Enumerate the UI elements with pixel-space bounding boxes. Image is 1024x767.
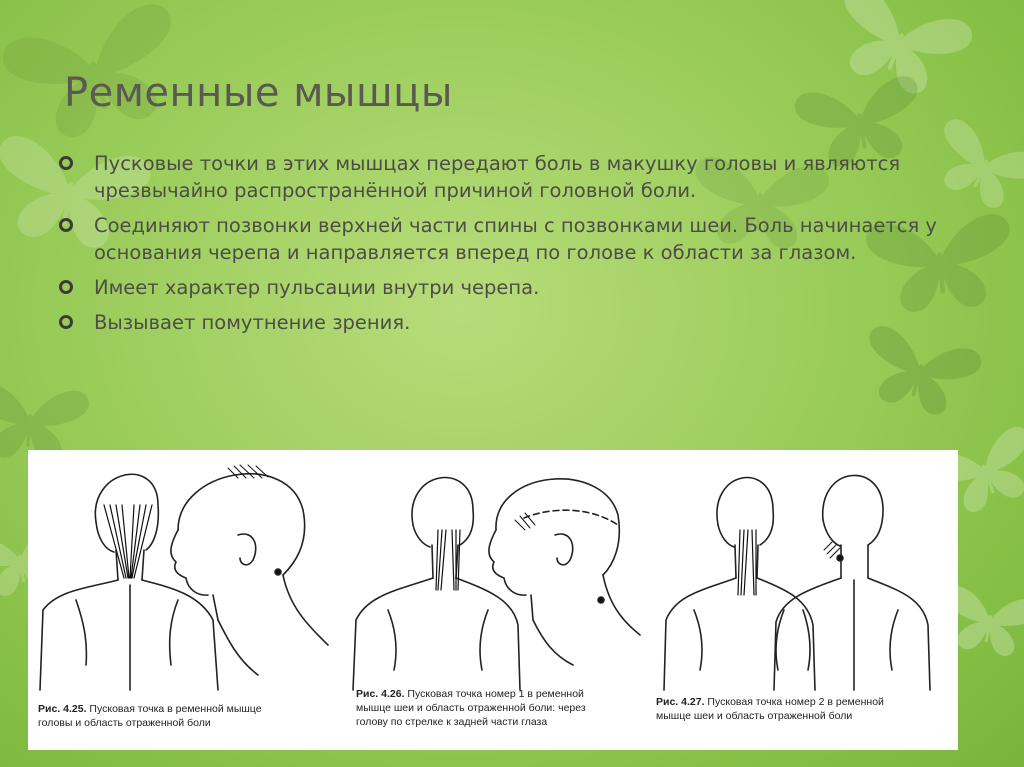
figure-426-side-view (489, 479, 640, 665)
figure-label: Рис. 4.27. (656, 696, 705, 708)
trigger-point-icon (598, 597, 604, 603)
bullet-item (58, 274, 958, 301)
ring-bullet-icon (58, 217, 74, 233)
figure-label: Рис. 4.25. (38, 703, 87, 715)
figure-caption-text: Пусковая точка номер 1 в ременной мышце шеи и область отраженной боли: через голову по стрелке к задней части глаза (356, 688, 586, 728)
anatomy-figure-panel (28, 450, 958, 750)
figure-425-muscle (104, 505, 152, 578)
figure-caption-text: Пусковая точка номер 2 в ременной мышце шеи и область отраженной боли (656, 696, 884, 722)
figure-427-back-view-1 (664, 478, 815, 690)
bullet-text: Пусковые точки в этих мышцах передают боль в макушку головы и являются чрезвычайно распространённой причиной головной боли. (94, 152, 901, 202)
bullet-item (58, 309, 958, 336)
trigger-point-icon (837, 555, 843, 561)
bullet-text: Имеет характер пульсации внутри черепа. (94, 276, 540, 299)
figure-427-muscle (738, 530, 756, 595)
figure-label: Рис. 4.26. (356, 688, 405, 700)
bullet-text: Соединяют позвонки верхней части спины с позвонками шеи. Боль начинается у основания черепа и направляется вперед по голове к области за глазом. (94, 214, 937, 264)
figure-426-muscle (436, 530, 460, 590)
figure-425-pain-zone (228, 465, 268, 478)
ring-bullet-icon (58, 314, 74, 330)
figure-caption-text: Пусковая точка в ременной мышце головы и область отраженной боли (38, 703, 262, 729)
figure-426-pain-zone (515, 513, 535, 530)
ring-bullet-icon (58, 155, 74, 171)
figure-caption-427 (656, 695, 906, 723)
bullet-item (58, 150, 958, 204)
bullet-list (58, 150, 958, 344)
figure-425-side-view (171, 474, 328, 675)
figure-425-back-view (40, 474, 218, 690)
figure-caption-426 (356, 687, 606, 729)
slide-title: Ременные мышцы (64, 70, 453, 116)
bullet-item (58, 212, 958, 266)
bullet-text: Вызывает помутнение зрения. (94, 311, 411, 334)
trigger-point-icon (275, 569, 281, 575)
figure-caption-425 (38, 702, 288, 730)
figure-427-back-view-2 (774, 475, 930, 690)
ring-bullet-icon (58, 279, 74, 295)
